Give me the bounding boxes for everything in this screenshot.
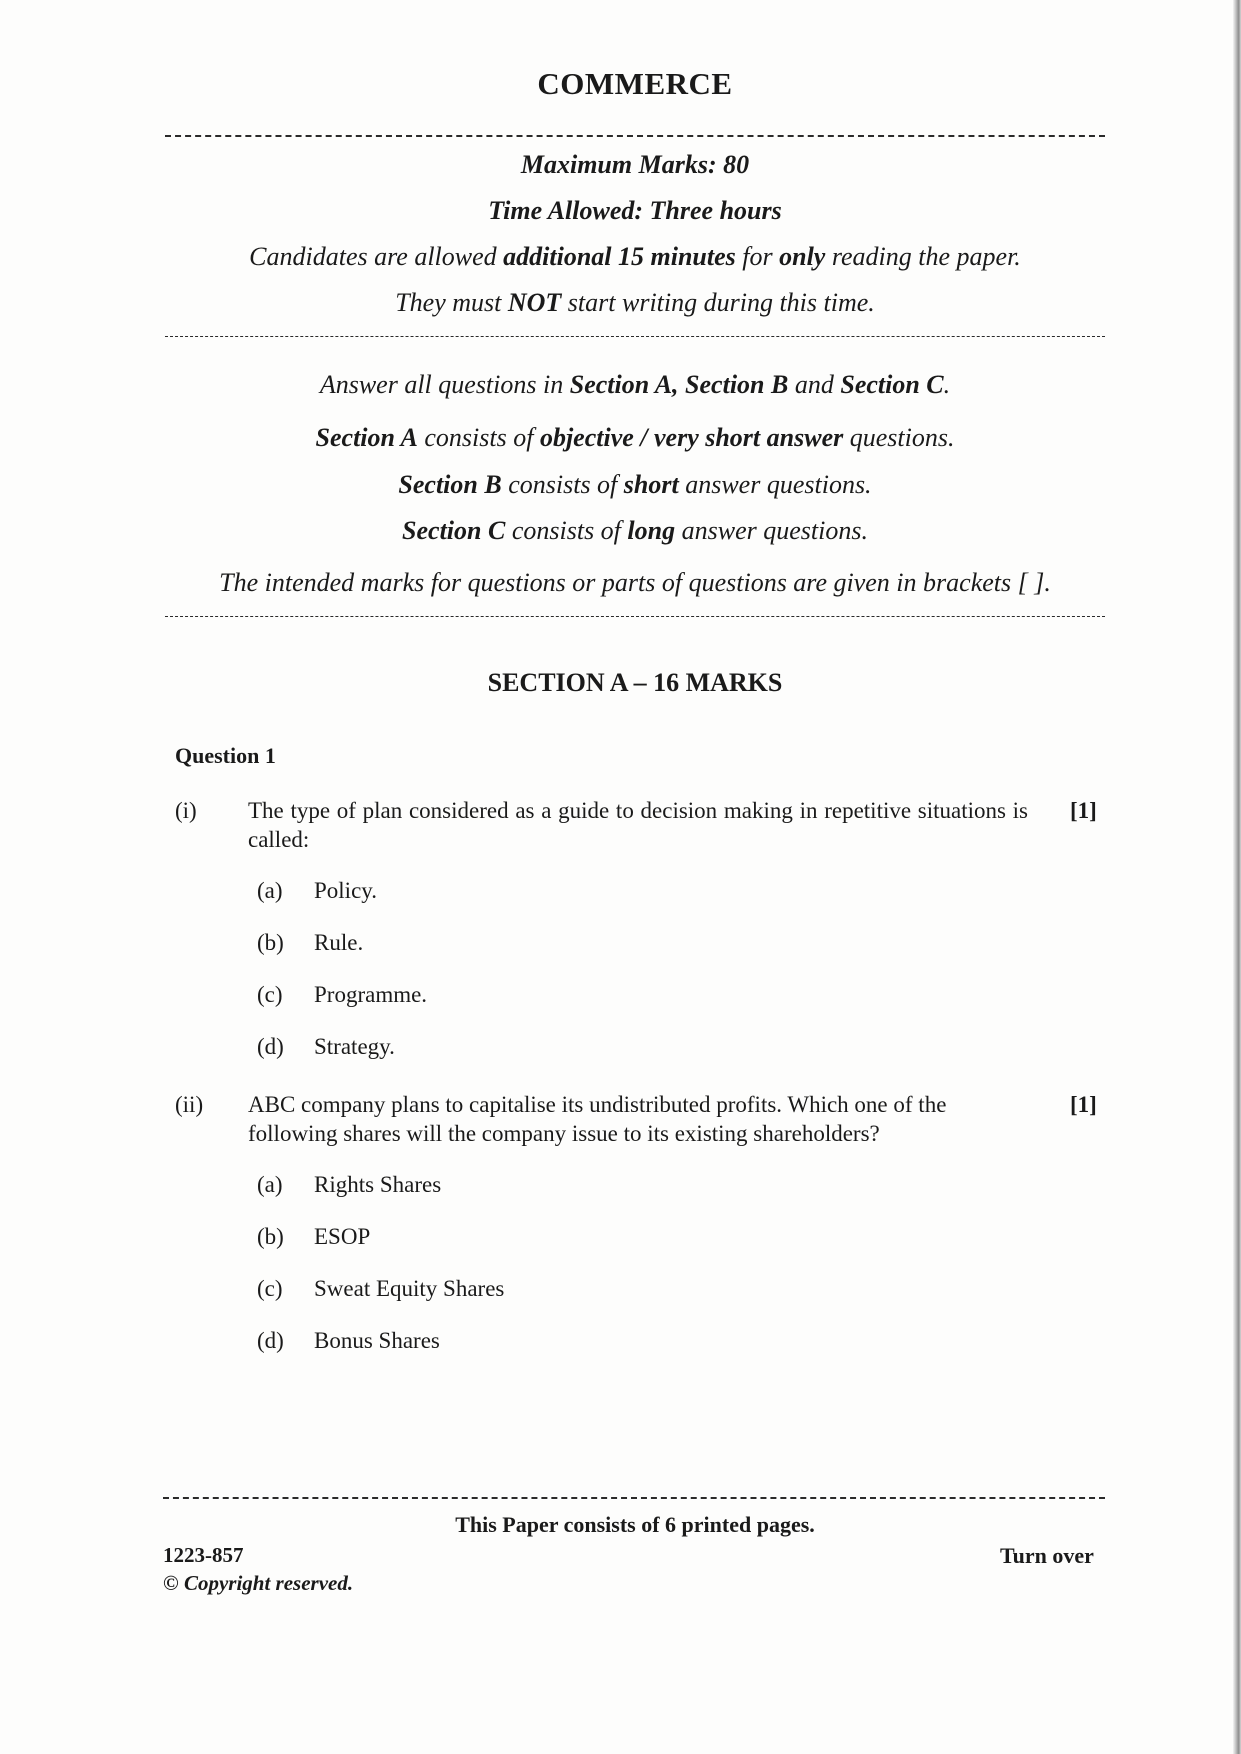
- part-ii-option-a-label: (a): [257, 1172, 283, 1197]
- part-i-option-c-label: (c): [257, 982, 283, 1007]
- turn-over-note: Turn over: [1000, 1543, 1094, 1568]
- part-ii-marks: [1]: [1070, 1092, 1097, 1117]
- divider-top: [165, 135, 1105, 137]
- part-i-question-text: The type of plan considered as a guide to decision making in repetitive situations is called:: [248, 798, 1028, 852]
- part-ii-option-b-label: (b): [257, 1224, 284, 1249]
- part-ii-number: (ii): [175, 1092, 204, 1117]
- part-i-number: (i): [175, 798, 197, 823]
- part-ii-question-text: ABC company plans to capitalise its undistributed profits. Which one of the following shares will the company issue to its existing shareholders?: [248, 1092, 947, 1146]
- part-ii-option-d-label: (d): [257, 1328, 284, 1353]
- footer-divider: [163, 1497, 1105, 1499]
- page-edge-shadow: [1233, 0, 1241, 1754]
- paper-title: COMMERCE: [537, 66, 733, 101]
- paper-code: 1223-857: [163, 1543, 244, 1567]
- divider-2: [165, 336, 1105, 337]
- part-i-marks: [1]: [1070, 798, 1097, 823]
- part-i-option-a-label: (a): [257, 878, 283, 903]
- section-a-title: SECTION A – 16 MARKS: [487, 668, 783, 697]
- part-ii-option-b-text: ESOP: [314, 1224, 371, 1249]
- part-i-option-c-text: Programme.: [314, 982, 428, 1007]
- maximum-marks: Maximum Marks: 80: [520, 150, 750, 179]
- part-i-option-d-text: Strategy.: [314, 1034, 395, 1059]
- instruction-section-b: Section B consists of short answer questions.: [398, 470, 872, 499]
- instruction-marks-brackets: The intended marks for questions or parts of questions are given in brackets [ ].: [219, 568, 1051, 597]
- question-1-heading: Question 1: [175, 743, 276, 768]
- reading-time-note: Candidates are allowed additional 15 minutes for only reading the paper.: [249, 242, 1021, 271]
- pages-note: This Paper consists of 6 printed pages.: [455, 1512, 815, 1537]
- part-ii-option-a-text: Rights Shares: [314, 1172, 442, 1197]
- part-i-option-d-label: (d): [257, 1034, 284, 1059]
- instruction-section-a: Section A consists of objective / very short answer questions.: [315, 423, 955, 452]
- time-allowed: Time Allowed: Three hours: [488, 196, 782, 225]
- instruction-section-c: Section C consists of long answer questions.: [402, 516, 868, 545]
- part-i-option-b-text: Rule.: [314, 930, 364, 955]
- part-ii-option-c-label: (c): [257, 1276, 283, 1301]
- no-writing-note: They must NOT start writing during this time.: [395, 288, 875, 317]
- part-i-option-a-text: Policy.: [314, 878, 378, 903]
- copyright-note: © Copyright reserved.: [163, 1571, 354, 1595]
- instruction-answer-all: Answer all questions in Section A, Section B and Section C.: [319, 370, 951, 399]
- part-ii-option-d-text: Bonus Shares: [314, 1328, 440, 1353]
- part-ii-option-c-text: Sweat Equity Shares: [314, 1276, 505, 1301]
- part-i-option-b-label: (b): [257, 930, 284, 955]
- divider-3: [165, 616, 1105, 617]
